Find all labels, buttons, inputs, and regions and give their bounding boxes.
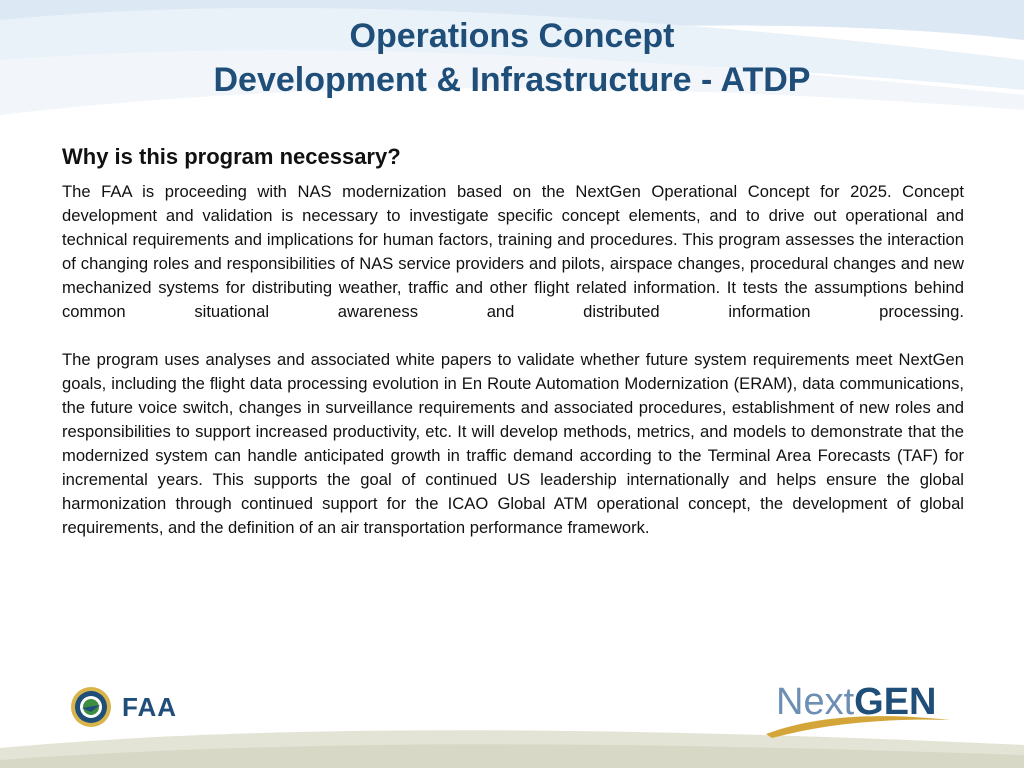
paragraph-1: The FAA is proceeding with NAS modernization based on the NextGen Operational Concept for 2025. Concept development and validation is necessary to investigate specific concept elements, and to drive out operational and technical requirements and implications for human factors, training and procedures. This program assesses the interaction of changing roles and responsibilities of NAS service providers and pilots, airspace changes, procedural changes and new mechanized systems for distributing weather, traffic and other flight related information. It tests the assumptions behind common situational awareness and distributed information processing. [62, 182, 964, 321]
nextgen-part-gen: GEN [854, 681, 937, 723]
nextgen-logo [764, 676, 954, 740]
title-line-1: Operations Concept [349, 17, 675, 55]
faa-label: FAA [122, 691, 177, 722]
faa-seal-icon [70, 686, 112, 728]
nextgen-wordmark [776, 680, 937, 724]
paragraph-spacer [62, 324, 964, 348]
section-heading: Why is this program necessary? [62, 144, 401, 169]
slide-title [0, 14, 1024, 102]
nextgen-part-next: Next [776, 681, 855, 723]
paragraph-2: The program uses analyses and associated white papers to validate whether future system requirements meet NextGen goals, including the flight data processing evolution in En Route Automation Modernization (ERAM), data communications, the future voice switch, changes in surveillance requirements and associated procedures, establishment of new roles and responsibilities to support increased productivity, etc. It will develop methods, metrics, and models to demonstrate that the modernized system can handle anticipated growth in traffic demand according to the Terminal Area Forecasts (TAF) for incremental years. This supports the goal of continued US leadership internationally and helps ensure the global harmonization through continued support for the ICAO Global ATM operational concept, the development of global requirements, and the definition of an air transportation performance framework. [62, 350, 964, 537]
faa-logo [70, 686, 177, 728]
slide-body [62, 140, 964, 540]
title-line-2: Development & Infrastructure - ATDP [213, 61, 811, 99]
